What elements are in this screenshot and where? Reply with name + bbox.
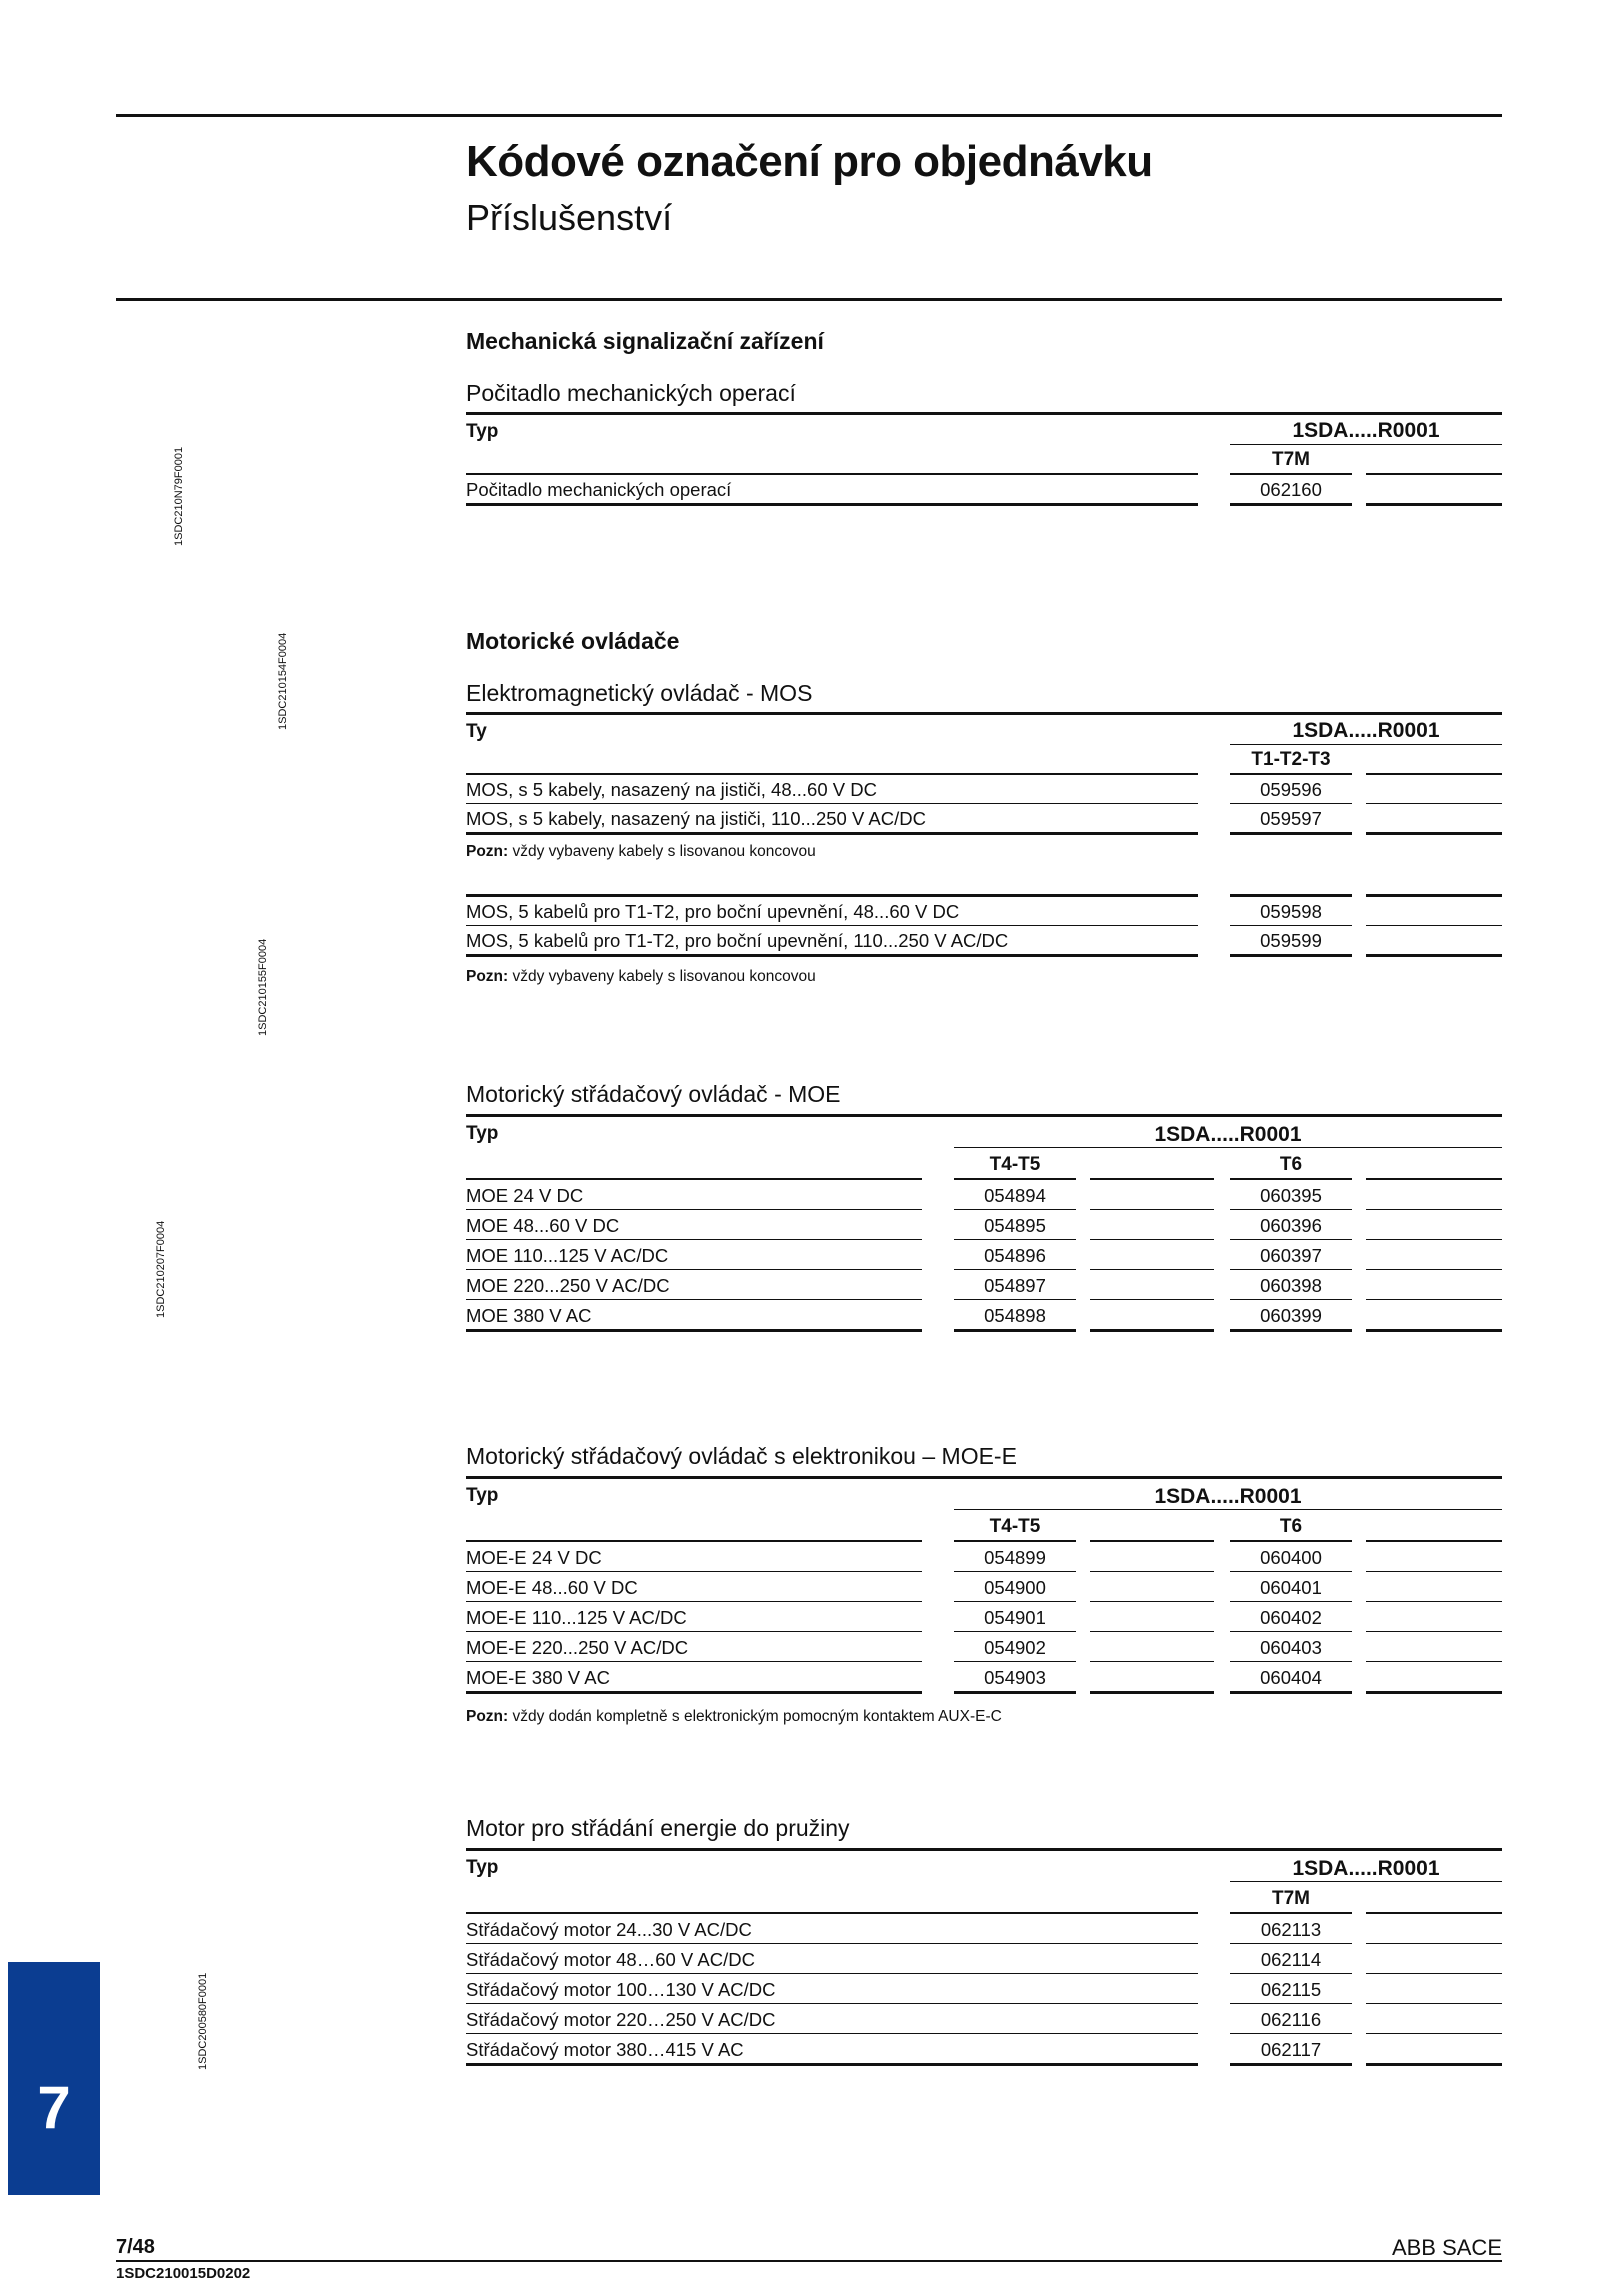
table-row-code-t4t5: 054895 [984, 1215, 1046, 1236]
table-row-label: Střádačový motor 220…250 V AC/DC [466, 2009, 776, 2030]
row-divider [466, 1943, 1198, 1944]
side-code-4: 1SDC210207F0004 [155, 1220, 167, 1318]
header-rule-label [466, 473, 1198, 475]
bottom-rule [466, 1329, 922, 1332]
table-row-code-t6: 060395 [1260, 1185, 1322, 1206]
table-row-code-t6: 060404 [1260, 1667, 1322, 1688]
header-rule-label [466, 1178, 922, 1180]
code-header-rule [1230, 744, 1502, 745]
row-divider [1090, 1239, 1214, 1240]
row-divider [1366, 1269, 1502, 1270]
section-subtitle-moe: Motorický střádačový ovládač - MOE [466, 1081, 841, 1107]
table-row-code-t6: 060401 [1260, 1577, 1322, 1598]
code-header: 1SDA.....R0001 [1292, 719, 1440, 742]
table-row-label: MOE 110...125 V AC/DC [466, 1245, 669, 1266]
table-row-code-t6: 060399 [1260, 1305, 1322, 1326]
table-top-rule-col1 [1230, 894, 1352, 897]
header-rule-col2 [1366, 773, 1502, 775]
typ-header: Typ [466, 1857, 499, 1878]
table-row-code: 059596 [1260, 779, 1322, 800]
bottom-rule-col1 [1230, 832, 1352, 835]
row-divider [954, 1601, 1076, 1602]
header-bottom-rule [116, 298, 1502, 301]
table-top-rule [466, 1848, 1502, 1851]
table-row-label: MOE 48...60 V DC [466, 1215, 620, 1236]
top-rule [116, 114, 1502, 117]
row-divider [1090, 1269, 1214, 1270]
section-subtitle-moe-e: Motorický střádačový ovládač s elektronikou – MOE-E [466, 1443, 1017, 1469]
table-row-code-t4t5: 054894 [984, 1185, 1046, 1206]
bottom-rule-label [466, 832, 1198, 835]
page-number: 7/48 [116, 2236, 155, 2258]
table-top-rule-col2 [1366, 894, 1502, 897]
header-rule-c3 [1230, 1178, 1352, 1180]
table-row-label: Počitadlo mechanických operací [466, 479, 732, 500]
table-row-label: Střádačový motor 380…415 V AC [466, 2039, 744, 2060]
section-title-motor-operators: Motorické ovládače [466, 628, 680, 654]
bottom-rule-col2 [1366, 832, 1502, 835]
section-subtitle-operation-counter: Počitadlo mechanických operací [466, 380, 796, 406]
code-header-rule [954, 1147, 1502, 1148]
row-divider [1366, 1601, 1502, 1602]
section-subtitle-spring-motor: Motor pro střádání energie do pružiny [466, 1815, 850, 1841]
note-moe-e: Pozn: vždy dodán kompletně s elektronickým pomocným kontaktem AUX-E-C [466, 1708, 1002, 1725]
row-divider [466, 1269, 922, 1270]
table-row-code-t4t5: 054899 [984, 1547, 1046, 1568]
chapter-tab [8, 1962, 100, 2195]
row-divider-label [466, 925, 1198, 926]
table-row-label: MOS, s 5 kabely, nasazený na jističi, 48...60 V DC [466, 779, 877, 800]
table-top-rule-label [466, 894, 1198, 897]
row-divider [1230, 1943, 1352, 1944]
row-divider [1090, 1571, 1214, 1572]
row-divider [1366, 1299, 1502, 1300]
table-row-label: MOS, 5 kabelů pro T1-T2, pro boční upevnění, 110...250 V AC/DC [466, 930, 1009, 951]
table-row-code-t6: 060396 [1260, 1215, 1322, 1236]
table-row-code: 062117 [1260, 2039, 1322, 2060]
header-rule-col1 [1230, 473, 1352, 475]
row-divider [1090, 1299, 1214, 1300]
table-row-code-t4t5: 054900 [984, 1577, 1046, 1598]
row-divider [1366, 1661, 1502, 1662]
code-header: 1SDA.....R0001 [1154, 1485, 1302, 1508]
table-row-code-t6: 060397 [1260, 1245, 1322, 1266]
bottom-rule-label [466, 503, 1198, 506]
code-header: 1SDA.....R0001 [1154, 1123, 1302, 1146]
table-row-code-t6: 060398 [1260, 1275, 1322, 1296]
side-code-5: 1SDC200580F0001 [197, 1972, 209, 2070]
row-divider-col1 [1230, 803, 1352, 804]
bottom-rule-col2 [1366, 503, 1502, 506]
document-code: 1SDC210015D0202 [116, 2265, 251, 2282]
row-divider [954, 1299, 1076, 1300]
column-header-t4-t5: T4-T5 [989, 1516, 1041, 1537]
header-rule-c2 [1090, 1178, 1214, 1180]
table-row-label: MOE-E 380 V AC [466, 1667, 610, 1688]
typ-header: Typ [466, 1485, 499, 1506]
header-rule-col1 [1230, 773, 1352, 775]
table-row-label: MOE-E 48...60 V DC [466, 1577, 638, 1598]
code-header: 1SDA.....R0001 [1292, 419, 1440, 442]
row-divider [1230, 1601, 1352, 1602]
row-divider [954, 1631, 1076, 1632]
bottom-rule [954, 1691, 1076, 1694]
chapter-number: 7 [37, 2074, 71, 2141]
bottom-rule [1230, 1329, 1352, 1332]
column-header-t6: T6 [1279, 1154, 1303, 1175]
table-row-code-t6: 060402 [1260, 1607, 1322, 1628]
bottom-rule [1090, 1691, 1214, 1694]
header-rule-c1 [954, 1540, 1076, 1542]
table-row-code: 062114 [1260, 1949, 1322, 1970]
column-header-t6: T6 [1279, 1516, 1303, 1537]
row-divider-col2 [1366, 803, 1502, 804]
row-divider [1230, 1299, 1352, 1300]
row-divider [1366, 1209, 1502, 1210]
note-mos-b: Pozn: vždy vybaveny kabely s lisovanou koncovou [466, 968, 816, 985]
row-divider-label [466, 803, 1198, 804]
bottom-rule [954, 1329, 1076, 1332]
table-row-code: 059597 [1260, 808, 1322, 829]
code-header-rule [1230, 1881, 1502, 1882]
side-code-3: 1SDC210155F0004 [257, 938, 269, 1036]
table-row-code: 059599 [1260, 930, 1322, 951]
section-title-mechanical-signaling: Mechanická signalizační zařízení [466, 328, 824, 354]
row-divider [466, 1299, 922, 1300]
side-code-2: 1SDC210154F0004 [277, 632, 289, 730]
row-divider [1366, 2033, 1502, 2034]
row-divider [954, 1209, 1076, 1210]
row-divider [466, 1571, 922, 1572]
row-divider-col2 [1366, 925, 1502, 926]
table-row-code: 062115 [1260, 1979, 1322, 2000]
row-divider [466, 1209, 922, 1210]
table-row-label: MOE 380 V AC [466, 1305, 592, 1326]
row-divider [466, 1601, 922, 1602]
header-rule-col2 [1366, 473, 1502, 475]
header-rule-label [466, 1912, 1198, 1914]
row-divider [466, 1631, 922, 1632]
table-row-label: MOE-E 24 V DC [466, 1547, 602, 1568]
table-row-code-t4t5: 054902 [984, 1637, 1046, 1658]
bottom-rule [1366, 1329, 1502, 1332]
footer-rule [116, 2260, 1502, 2262]
code-header-rule [954, 1509, 1502, 1510]
page-subtitle: Příslušenství [466, 197, 673, 238]
row-divider [954, 1239, 1076, 1240]
side-code-1: 1SDC210N79F0001 [173, 446, 185, 546]
row-divider [1230, 1661, 1352, 1662]
table-row-code: 059598 [1260, 901, 1322, 922]
typ-header: Ty [466, 721, 487, 742]
row-divider [1230, 1571, 1352, 1572]
column-header-t7m: T7M [1272, 1888, 1310, 1909]
row-divider [1230, 1209, 1352, 1210]
table-row-label: MOS, 5 kabelů pro T1-T2, pro boční upevnění, 48...60 V DC [466, 901, 960, 922]
table-row-code-t4t5: 054896 [984, 1245, 1046, 1266]
note-mos-a: Pozn: vždy vybaveny kabely s lisovanou koncovou [466, 843, 816, 860]
table-row-code-t4t5: 054903 [984, 1667, 1046, 1688]
column-header-t4-t5: T4-T5 [989, 1154, 1041, 1175]
row-divider [1230, 2003, 1352, 2004]
row-divider [1366, 1239, 1502, 1240]
row-divider-col1 [1230, 925, 1352, 926]
row-divider [954, 1661, 1076, 1662]
header-rule-label [466, 1540, 922, 1542]
table-row-label: MOS, s 5 kabely, nasazený na jističi, 110...250 V AC/DC [466, 808, 926, 829]
header-rule-c1 [954, 1178, 1076, 1180]
row-divider [1090, 1661, 1214, 1662]
table-row-code-t6: 060403 [1260, 1637, 1322, 1658]
row-divider [1366, 1631, 1502, 1632]
row-divider [1366, 1571, 1502, 1572]
table-row-code-t4t5: 054901 [984, 1607, 1046, 1628]
table-row-label: MOE-E 220...250 V AC/DC [466, 1637, 689, 1658]
row-divider [1090, 1209, 1214, 1210]
table-row-label: MOE 24 V DC [466, 1185, 584, 1206]
table-row-label: MOE-E 110...125 V AC/DC [466, 1607, 687, 1628]
table-row-code: 062116 [1260, 2009, 1322, 2030]
row-divider [1090, 1601, 1214, 1602]
section-subtitle-mos: Elektromagnetický ovládač - MOS [466, 680, 813, 706]
row-divider [1230, 1269, 1352, 1270]
table-row-code-t4t5: 054897 [984, 1275, 1046, 1296]
typ-header: Typ [466, 1123, 499, 1144]
bottom-rule-label [466, 954, 1198, 957]
row-divider [466, 1973, 1198, 1974]
row-divider [1366, 1943, 1502, 1944]
bottom-rule [466, 1691, 922, 1694]
code-header: 1SDA.....R0001 [1292, 1857, 1440, 1880]
header-rule-col1 [1230, 1912, 1352, 1914]
bottom-rule [466, 2063, 1198, 2066]
column-header-t7m: T7M [1272, 449, 1310, 470]
header-rule-col2 [1366, 1912, 1502, 1914]
table-row-code: 062160 [1260, 479, 1322, 500]
page-title: Kódové označení pro objednávku [466, 137, 1153, 186]
row-divider [1090, 1631, 1214, 1632]
row-divider [1230, 1973, 1352, 1974]
row-divider [1230, 1631, 1352, 1632]
row-divider [954, 1269, 1076, 1270]
header-rule-c4 [1366, 1540, 1502, 1542]
row-divider [1366, 2003, 1502, 2004]
footer-brand: ABB SACE [1391, 2235, 1502, 2260]
header-rule-c2 [1090, 1540, 1214, 1542]
bottom-rule-col1 [1230, 503, 1352, 506]
table-row-label: Střádačový motor 100…130 V AC/DC [466, 1979, 776, 2000]
bottom-rule [1230, 2063, 1352, 2066]
table-top-rule [466, 712, 1502, 715]
table-top-rule [466, 1114, 1502, 1117]
bottom-rule [1090, 1329, 1214, 1332]
table-row-code-t4t5: 054898 [984, 1305, 1046, 1326]
table-top-rule [466, 412, 1502, 415]
table-row-code: 062113 [1260, 1919, 1322, 1940]
bottom-rule-col1 [1230, 954, 1352, 957]
header-rule-c3 [1230, 1540, 1352, 1542]
bottom-rule [1366, 1691, 1502, 1694]
table-top-rule [466, 1476, 1502, 1479]
table-row-label: Střádačový motor 24...30 V AC/DC [466, 1919, 752, 1940]
bottom-rule [1230, 1691, 1352, 1694]
table-row-code-t6: 060400 [1260, 1547, 1322, 1568]
bottom-rule-col2 [1366, 954, 1502, 957]
row-divider [466, 1239, 922, 1240]
row-divider [954, 1571, 1076, 1572]
table-row-label: MOE 220...250 V AC/DC [466, 1275, 670, 1296]
row-divider [466, 1661, 922, 1662]
code-header-rule [1230, 444, 1502, 445]
row-divider [1230, 1239, 1352, 1240]
column-header-t1-t2-t3: T1-T2-T3 [1251, 749, 1331, 770]
typ-header: Typ [466, 421, 499, 442]
table-row-label: Střádačový motor 48…60 V AC/DC [466, 1949, 755, 1970]
row-divider [1366, 1973, 1502, 1974]
row-divider [466, 2003, 1198, 2004]
row-divider [466, 2033, 1198, 2034]
bottom-rule [1366, 2063, 1502, 2066]
header-rule-c4 [1366, 1178, 1502, 1180]
row-divider [1230, 2033, 1352, 2034]
header-rule-label [466, 773, 1198, 775]
